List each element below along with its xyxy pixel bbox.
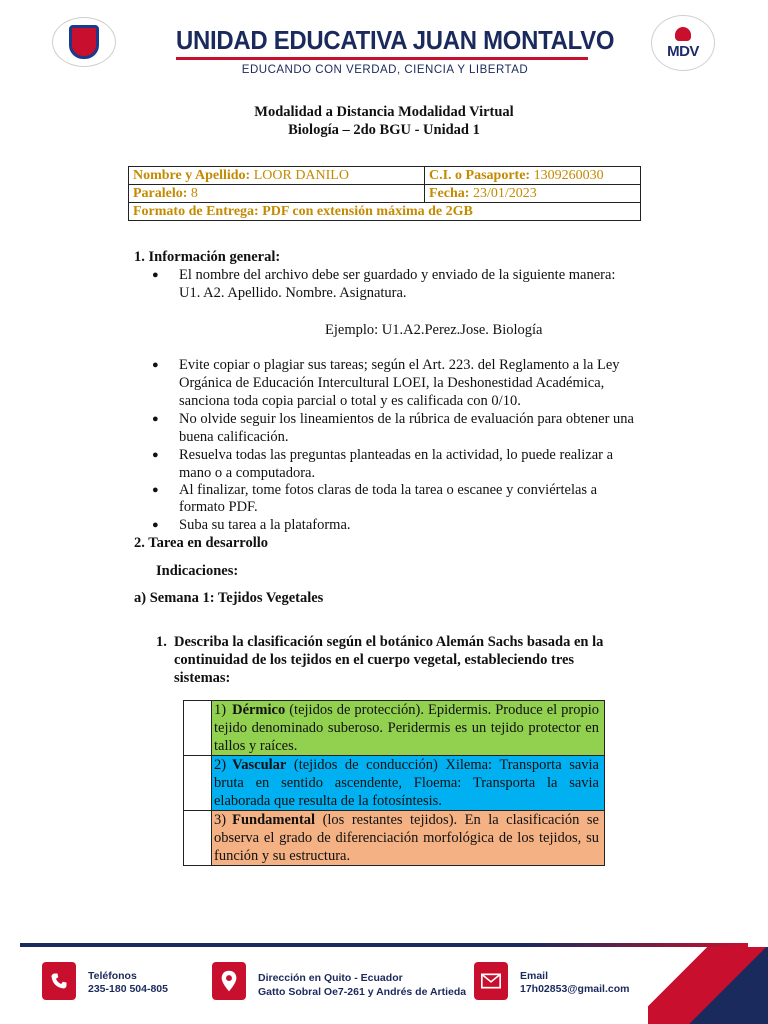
school-name: UNIDAD EDUCATIVA JUAN MONTALVO (176, 25, 615, 55)
bullet-1-line-2: U1. A2. Apellido. Nombre. Asignatura. (179, 285, 407, 301)
question-line-3: sistemas: (174, 670, 231, 686)
brain-icon (675, 27, 691, 41)
bullet: ● (152, 359, 159, 371)
system-cell: 1) Dérmico (tejidos de protección). Epidermis. Produce el propio tejido denominado suberoso. Peridermis es un tejido protector en tallos y raíces. (212, 701, 604, 755)
section-1-title: 1. Información general: (134, 249, 281, 265)
id-cell: C.I. o Pasaporte: 1309260030 (425, 167, 641, 185)
mdv-logo: MDV (651, 15, 715, 71)
phone-label: Teléfonos (88, 970, 137, 982)
bullet-6-line-1: Suba su tarea a la plataforma. (179, 517, 351, 533)
name-cell: Nombre y Apellido: LOOR DANILO (129, 167, 425, 185)
address-value: Gatto Sobral Oe7-261 y Andrés de Artieda (258, 986, 467, 998)
bullet-4-line-2: mano o a computadora. (179, 465, 316, 481)
bullet-2-line-3: sanciona toda copia parcial o total y es calificada con 0/10. (179, 393, 521, 409)
email-value: 17h02853@gmail.com (520, 983, 630, 995)
question-line-2: continuidad de los tejidos en el cuerpo vegetal, estableciendo tres (174, 652, 575, 668)
tissue-systems-table (183, 700, 605, 866)
bullet-1-line-1: El nombre del archivo debe ser guardado y enviado de la siguiente manera: (179, 267, 616, 283)
bullet: ● (152, 269, 159, 281)
email-label: Email (520, 970, 549, 982)
footer-decoration (648, 947, 768, 1024)
phone-icon (42, 962, 76, 1000)
fecha-cell: Fecha: 23/01/2023 (425, 185, 641, 203)
school-motto: EDUCANDO CON VERDAD, CIENCIA Y LIBERTAD (241, 64, 529, 76)
bullet: ● (152, 413, 159, 425)
system-row-fundamental (184, 811, 604, 865)
email-icon (474, 962, 508, 1000)
bullet: ● (152, 449, 159, 461)
week-heading: a) Semana 1: Tejidos Vegetales (134, 590, 324, 606)
location-pin-icon (212, 962, 246, 1000)
bullet-3-line-2: buena calificación. (179, 429, 289, 445)
system-row-vascular (184, 756, 604, 811)
bullet-2-line-1: Evite copiar o plagiar sus tareas; según el Art. 223. del Reglamento a la Ley (179, 357, 620, 373)
address-label: Dirección en Quito - Ecuador (258, 972, 403, 984)
system-cell: 3) Fundamental (los restantes tejidos). En la clasificación se observa el grado de diferenciación morfológica de los tejidos, su función y su estructura. (212, 811, 604, 865)
bullet-3-line-1: No olvide seguir los lineamientos de la rúbrica de evaluación para obtener una (179, 411, 634, 427)
student-info-table (128, 166, 641, 221)
phone-value: 235-180 504-805 (88, 983, 168, 995)
bullet-5-line-2: formato PDF. (179, 499, 258, 515)
system-cell: 2) Vascular (tejidos de conducción) Xilema: Transporta savia bruta en sentido ascendente, Floema: Transporta la savia elaborada que resulta de la fotosíntesis. (212, 756, 604, 810)
school-crest-logo (52, 17, 116, 67)
question-number: 1. (156, 634, 167, 650)
footer-divider (20, 943, 748, 947)
indicaciones-label: Indicaciones: (156, 563, 239, 579)
bullet: ● (152, 519, 159, 531)
bullet: ● (152, 484, 159, 496)
bullet-2-line-2: Orgánica de Educación Intercultural LOEI, la Deshonestidad Académica, (179, 375, 605, 391)
bullet-5-line-1: Al finalizar, tome fotos claras de toda la tarea o escanee y conviértelas a (179, 482, 598, 498)
paralelo-cell: Paralelo: 8 (129, 185, 425, 203)
system-row-dermico (184, 701, 604, 756)
example-text: Ejemplo: U1.A2.Perez.Jose. Biología (325, 322, 543, 338)
section-2-title: 2. Tarea en desarrollo (134, 535, 268, 551)
document-heading-1: Modalidad a Distancia Modalidad Virtual (254, 104, 514, 120)
question-line-1: Describa la clasificación según el botánico Alemán Sachs basada en la (174, 634, 604, 650)
formato-cell: Formato de Entrega: PDF con extensión máxima de 2GB (129, 203, 641, 221)
document-heading-2: Biología – 2do BGU - Unidad 1 (288, 122, 480, 138)
bullet-4-line-1: Resuelva todas las preguntas planteadas en la actividad, lo puede realizar a (179, 447, 614, 463)
title-divider (176, 57, 588, 60)
